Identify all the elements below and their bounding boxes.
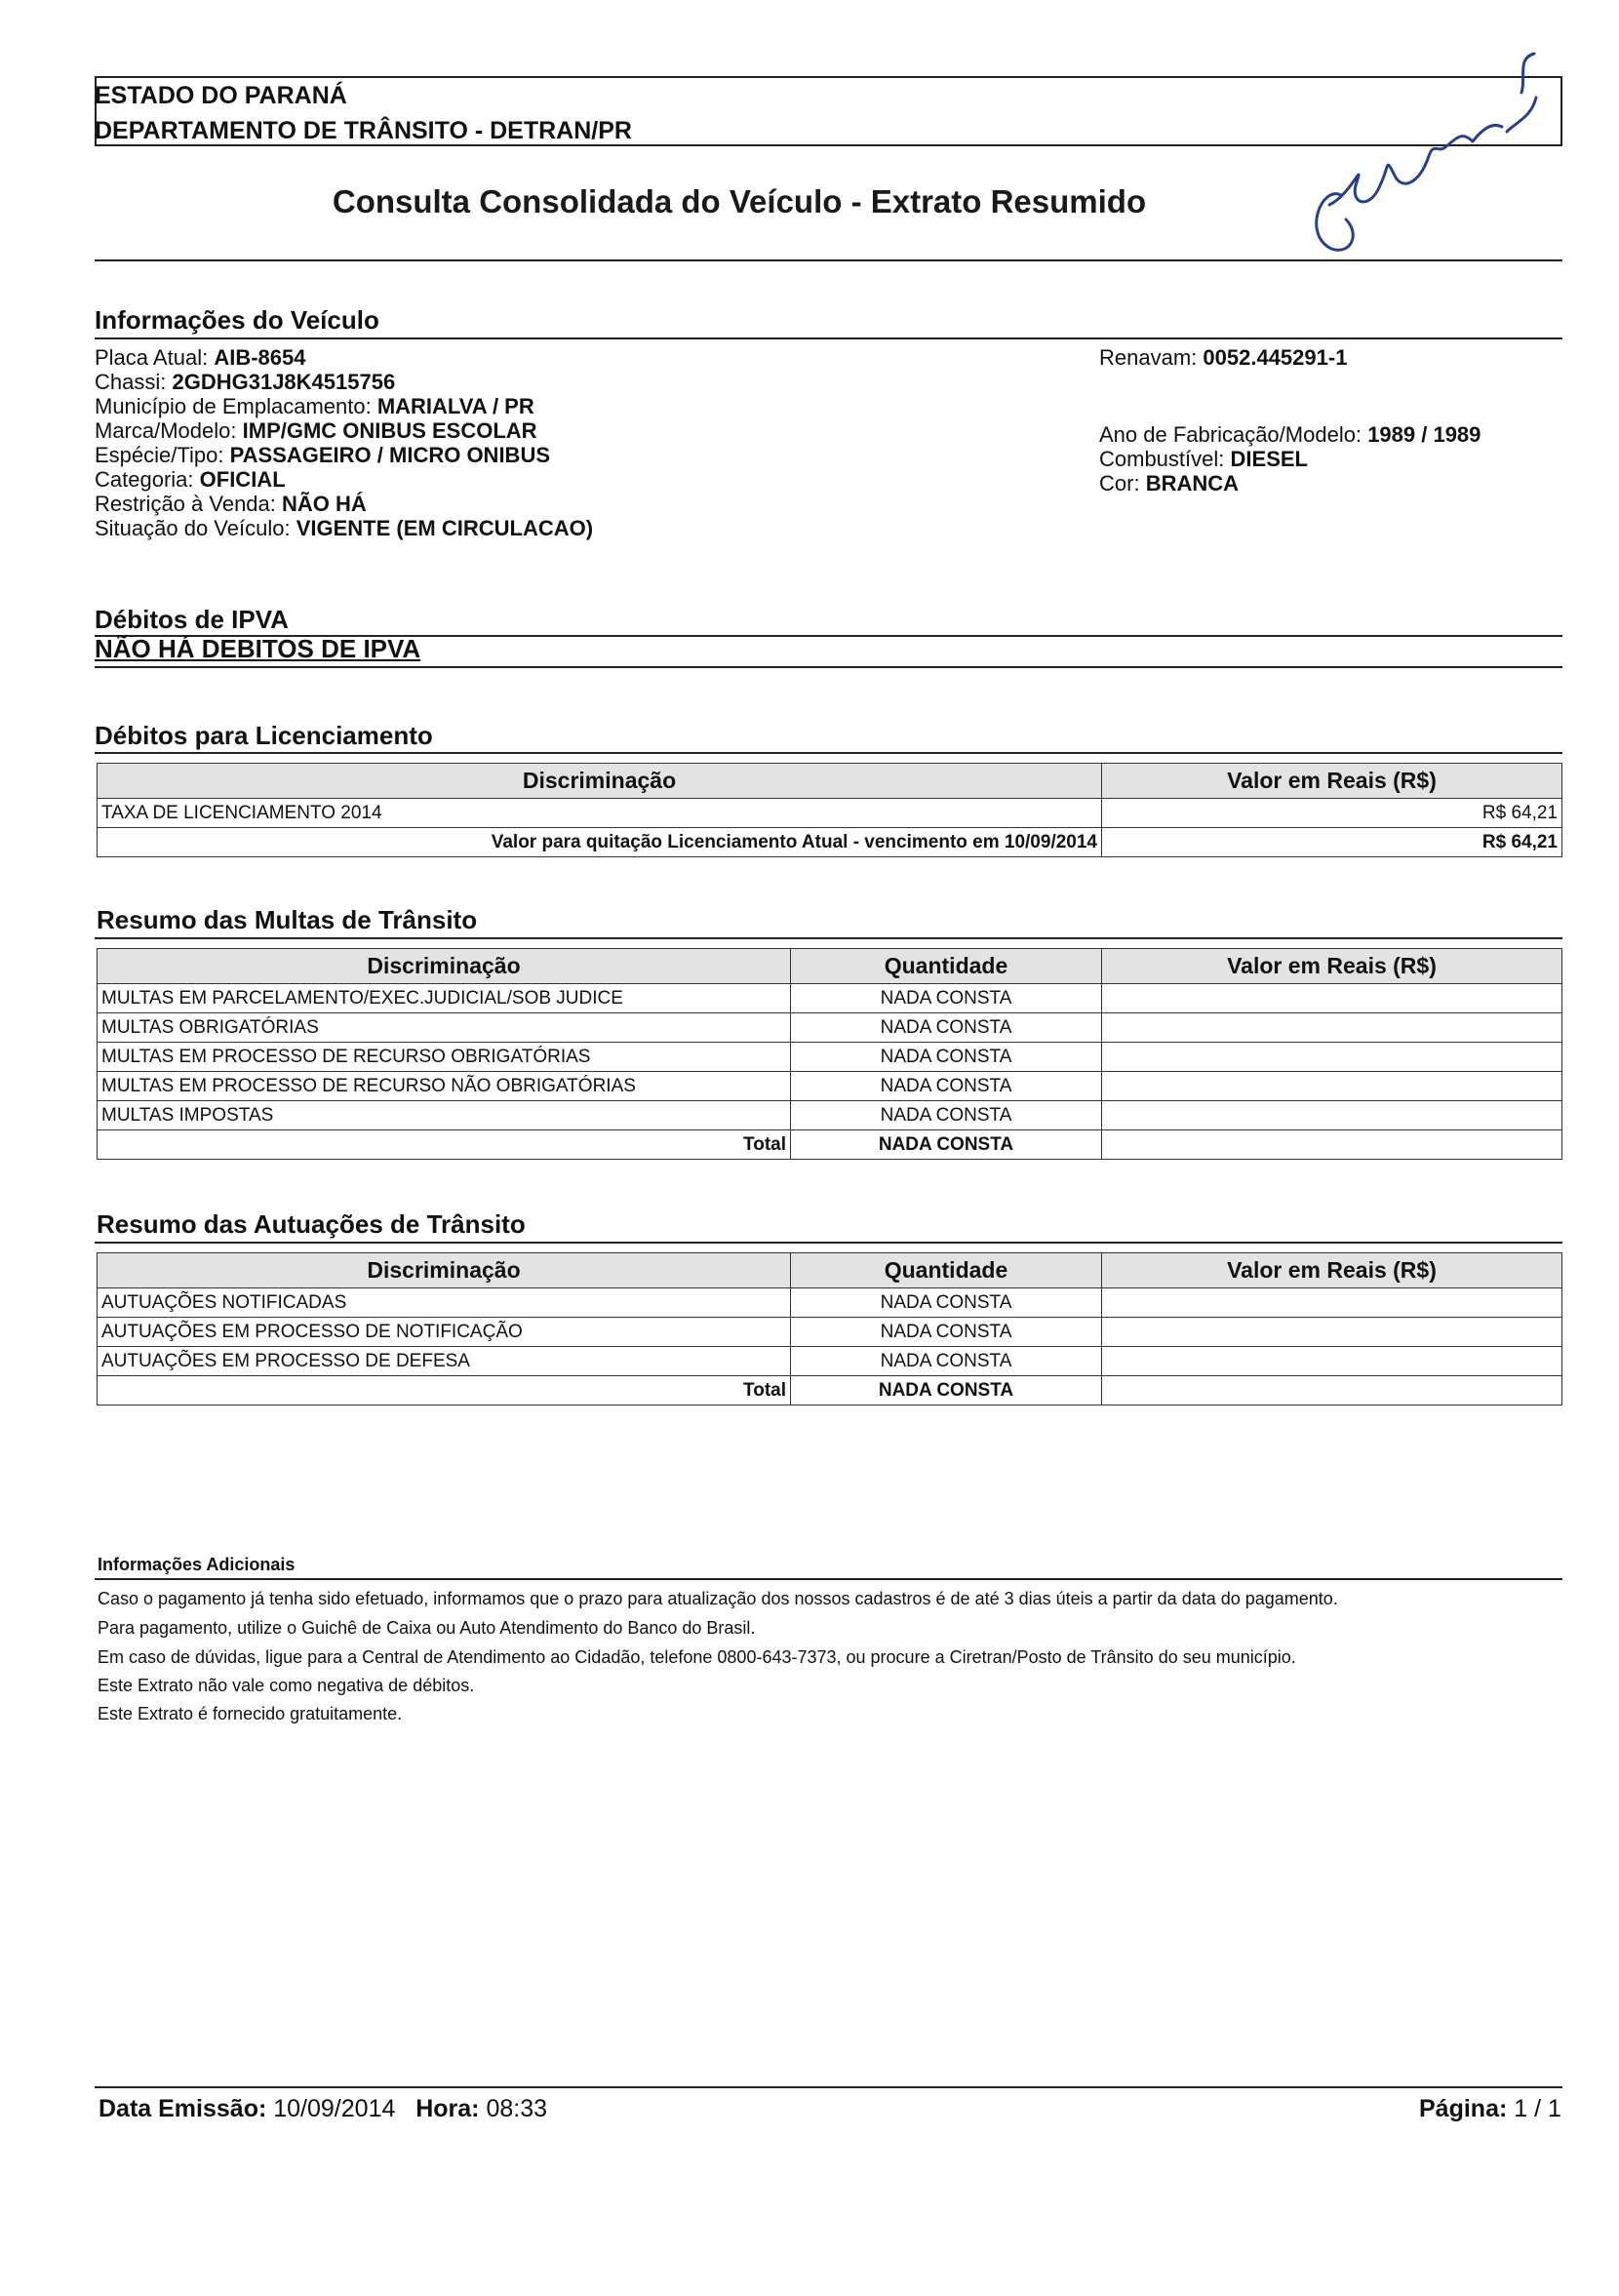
- field-renavam: Renavam: 0052.445291-1: [1099, 345, 1348, 370]
- notices-table: [97, 1252, 1562, 1405]
- row-value: R$ 64,21: [1102, 799, 1562, 828]
- vehicle-divider: [95, 337, 1562, 339]
- field-category: Categoria: OFICIAL: [95, 467, 286, 492]
- table-row: [98, 1318, 1562, 1347]
- vehicle-fields: [95, 345, 593, 540]
- table-row: [98, 1288, 1562, 1318]
- row-description: MULTAS EM PROCESSO DE RECURSO NÃO OBRIGATÓRIAS: [98, 1072, 791, 1101]
- col-header-description: Discriminação: [98, 764, 1102, 799]
- fines-section-title: Resumo das Multas de Trânsito: [97, 905, 478, 934]
- table-row: [98, 799, 1562, 828]
- table-row: [98, 984, 1562, 1013]
- total-value: R$ 64,21: [1102, 828, 1562, 857]
- row-quantity: NADA CONSTA: [791, 1013, 1102, 1043]
- row-description: AUTUAÇÕES NOTIFICADAS: [98, 1288, 791, 1318]
- row-quantity: NADA CONSTA: [791, 1072, 1102, 1101]
- col-header-quantity: Quantidade: [791, 949, 1102, 984]
- row-value: [1102, 1288, 1562, 1318]
- total-quantity: NADA CONSTA: [791, 1130, 1102, 1160]
- table-row: [98, 1347, 1562, 1376]
- notices-divider: [95, 1242, 1562, 1244]
- licensing-table: [97, 763, 1562, 857]
- table-total-row: [98, 828, 1562, 857]
- row-description: MULTAS EM PROCESSO DE RECURSO OBRIGATÓRIAS: [98, 1043, 791, 1072]
- field-sale-restriction: Restrição à Venda: NÃO HÁ: [95, 492, 367, 516]
- handwritten-signature: [1273, 39, 1556, 263]
- total-label: Valor para quitação Licenciamento Atual - vencimento em 10/09/2014: [98, 828, 1102, 857]
- total-value: [1102, 1376, 1562, 1405]
- field-plate: Placa Atual: AIB-8654: [95, 345, 306, 370]
- row-description: MULTAS IMPOSTAS: [98, 1101, 791, 1130]
- table-row: [98, 1013, 1562, 1043]
- page-title: Consulta Consolidada do Veículo - Extrato Resumido: [332, 183, 1147, 219]
- emission-info: Data Emissão: 10/09/2014 Hora: 08:33: [99, 2095, 548, 2122]
- col-header-description: Discriminação: [98, 1253, 791, 1288]
- row-value: [1102, 1318, 1562, 1347]
- licensing-section-title: Débitos para Licenciamento: [95, 721, 433, 750]
- additional-line: Para pagamento, utilize o Guichê de Caixa ou Auto Atendimento do Banco do Brasil.: [98, 1618, 756, 1638]
- table-row: [98, 1043, 1562, 1072]
- ipva-bottom-divider: [95, 666, 1562, 668]
- additional-info-title: Informações Adicionais: [98, 1555, 296, 1574]
- additional-line: Este Extrato não vale como negativa de débitos.: [98, 1676, 475, 1695]
- col-header-value: Valor em Reais (R$): [1102, 1253, 1562, 1288]
- page-number: Página: 1 / 1: [1419, 2095, 1561, 2122]
- field-chassis: Chassi: 2GDHG31J8K4515756: [95, 370, 396, 394]
- notices-section-title: Resumo das Autuações de Trânsito: [97, 1209, 526, 1239]
- ipva-status: NÃO HÁ DEBITOS DE IPVA: [95, 634, 421, 663]
- emission-date: 10/09/2014: [273, 2095, 396, 2122]
- col-header-value: Valor em Reais (R$): [1102, 949, 1562, 984]
- field-municipality: Município de Emplacamento: MARIALVA / PR: [95, 394, 534, 418]
- total-quantity: NADA CONSTA: [791, 1376, 1102, 1405]
- row-description: AUTUAÇÕES EM PROCESSO DE NOTIFICAÇÃO: [98, 1318, 791, 1347]
- table-row: [98, 1101, 1562, 1130]
- emission-time: 08:33: [486, 2095, 548, 2122]
- row-quantity: NADA CONSTA: [791, 1101, 1102, 1130]
- row-quantity: NADA CONSTA: [791, 1318, 1102, 1347]
- row-quantity: NADA CONSTA: [791, 1288, 1102, 1318]
- vehicle-right-fields: [1099, 422, 1481, 495]
- row-value: [1102, 1072, 1562, 1101]
- field-year: Ano de Fabricação/Modelo: 1989 / 1989: [1099, 422, 1481, 447]
- table-total-row: [98, 1130, 1562, 1160]
- state-name: ESTADO DO PARANÁ: [95, 82, 347, 109]
- fines-table: [97, 948, 1562, 1160]
- ipva-section-title: Débitos de IPVA: [95, 605, 289, 634]
- row-description: TAXA DE LICENCIAMENTO 2014: [98, 799, 1102, 828]
- row-value: [1102, 1043, 1562, 1072]
- table-row: [98, 1072, 1562, 1101]
- additional-line: Este Extrato é fornecido gratuitamente.: [98, 1704, 403, 1723]
- additional-line: Em caso de dúvidas, ligue para a Central de Atendimento ao Cidadão, telefone 0800-643-7373, ou procure a Ciretran/Posto de Trânsito do seu município.: [98, 1647, 1296, 1667]
- row-value: [1102, 984, 1562, 1013]
- col-header-description: Discriminação: [98, 949, 791, 984]
- col-header-value: Valor em Reais (R$): [1102, 764, 1562, 799]
- licensing-divider: [95, 752, 1562, 754]
- total-label: Total: [98, 1376, 791, 1405]
- row-quantity: NADA CONSTA: [791, 1043, 1102, 1072]
- total-label: Total: [98, 1130, 791, 1160]
- row-quantity: NADA CONSTA: [791, 984, 1102, 1013]
- field-color: Cor: BRANCA: [1099, 471, 1240, 495]
- fines-divider: [95, 937, 1562, 939]
- vehicle-section-title: Informações do Veículo: [95, 305, 379, 335]
- col-header-quantity: Quantidade: [791, 1253, 1102, 1288]
- row-value: [1102, 1101, 1562, 1130]
- row-description: MULTAS EM PARCELAMENTO/EXEC.JUDICIAL/SOB JUDICE: [98, 984, 791, 1013]
- row-value: [1102, 1013, 1562, 1043]
- table-total-row: [98, 1376, 1562, 1405]
- additional-line: Caso o pagamento já tenha sido efetuado, informamos que o prazo para atualização dos nossos cadastros é de até 3 dias úteis a partir da data do pagamento.: [98, 1589, 1338, 1608]
- row-value: [1102, 1347, 1562, 1376]
- field-fuel: Combustível: DIESEL: [1099, 447, 1308, 471]
- field-make-model: Marca/Modelo: IMP/GMC ONIBUS ESCOLAR: [95, 418, 537, 443]
- row-description: AUTUAÇÕES EM PROCESSO DE DEFESA: [98, 1347, 791, 1376]
- footer-divider: [95, 2086, 1562, 2088]
- additional-divider: [95, 1578, 1562, 1580]
- row-description: MULTAS OBRIGATÓRIAS: [98, 1013, 791, 1043]
- field-vehicle-status: Situação do Veículo: VIGENTE (EM CIRCULACAO): [95, 516, 594, 540]
- department-name: DEPARTAMENTO DE TRÂNSITO - DETRAN/PR: [95, 117, 632, 144]
- row-quantity: NADA CONSTA: [791, 1347, 1102, 1376]
- field-species-type: Espécie/Tipo: PASSAGEIRO / MICRO ONIBUS: [95, 443, 551, 467]
- total-value: [1102, 1130, 1562, 1160]
